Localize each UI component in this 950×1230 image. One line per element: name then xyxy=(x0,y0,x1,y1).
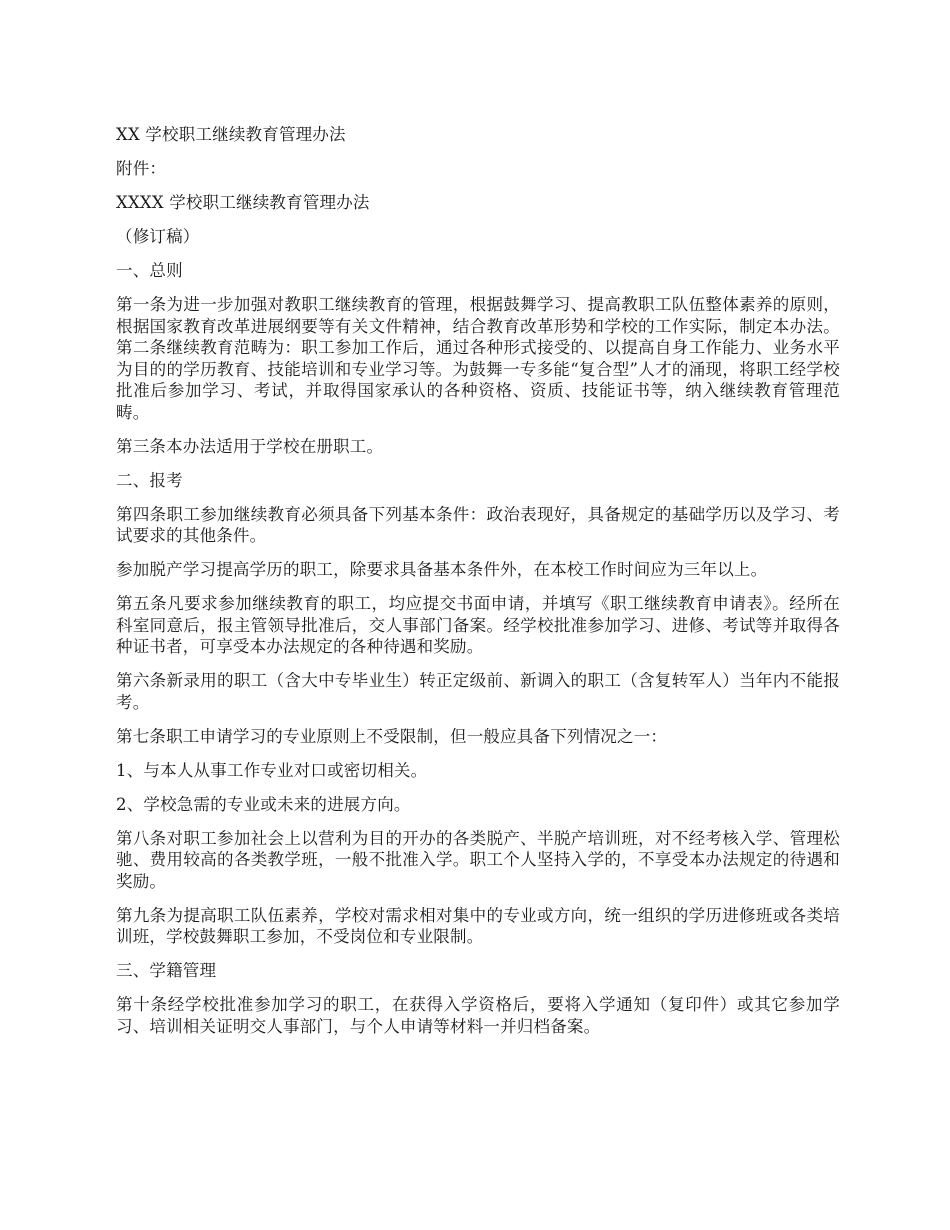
paragraph-article-7: 第七条职工申请学习的专业原则上不受限制，但一般应具备下列情况之一： xyxy=(116,726,668,746)
paragraph-article-6: 第六条新录用的职工（含大中专毕业生）转正定级前、新调入的职工（含复转军人）当年内不能报考。 xyxy=(116,671,840,712)
paragraph-article-10: 第十条经学校批准参加学习的职工，在获得入学资格后，要将入学通知（复印件）或其它参加学习、培训相关证明交人事部门，与个人申请等材料一并归档备案。 xyxy=(116,995,840,1036)
document-title: XX 学校职工继续教育管理办法 xyxy=(116,125,346,144)
document-body xyxy=(116,124,840,1050)
paragraph-article-1-2: 第一条为进一步加强对教职工继续教育的管理，根据鼓舞学习、提高教职工队伍整体素养的原则，根据国家教育改革进展纲要等有关文件精神，结合教育改革形势和学校的工作实际，制定本办法。第二条继续教育范畴为：职工参加工作后，通过各种形式接受的、以提高自身工作能力、业务水平为目的的学历教育、技能培训和专业学习等。为鼓舞一专多能“复合型”人才的涌现，将职工经学校批准后参加学习、考试，并取得国家承认的各种资格、资质、技能证书等，纳入继续教育管理范畴。 xyxy=(116,295,840,422)
document-subtitle: XXXX 学校职工继续教育管理办法 xyxy=(116,193,370,212)
list-item-1: 1、与本人从事工作专业对口或密切相关。 xyxy=(116,760,428,780)
paragraph-article-5: 第五条凡要求参加继续教育的职工，均应提交书面申请，并填写《职工继续教育申请表》。经所在科室同意后，报主管领导批准后，交人事部门备案。经学校批准参加学习、进修、考试等并取得各种证书者，可享受本办法规定的各种待遇和奖励。 xyxy=(116,594,840,656)
paragraph-article-3: 第三条本办法适用于学校在册职工。 xyxy=(116,436,384,456)
paragraph-article-8: 第八条对职工参加社会上以营利为目的开办的各类脱产、半脱产培训班，对不经考核入学、管理松驰、费用较高的各类教学班，一般不批准入学。职工个人坚持入学的，不享受本办法规定的待遇和奖励。 xyxy=(116,828,840,891)
revision-note: （修订稿） xyxy=(116,227,200,246)
paragraph-article-9: 第九条为提高职工队伍素养，学校对需求相对集中的专业或方向，统一组织的学历进修班或各类培训班，学校鼓舞职工参加，不受岗位和专业限制。 xyxy=(116,905,840,946)
paragraph-article-4: 第四条职工参加继续教育必须具备下列基本条件：政治表现好，具备规定的基础学历以及学习、考试要求的其他条件。 xyxy=(116,504,840,545)
list-item-2: 2、学校急需的专业或未来的进展方向。 xyxy=(116,794,411,814)
paragraph-fulltime-study: 参加脱产学习提高学历的职工，除要求具备基本条件外，在本校工作时间应为三年以上。 xyxy=(116,560,768,579)
section-heading-enrollment: 三、学籍管理 xyxy=(116,961,217,980)
section-heading-application: 二、报考 xyxy=(116,470,183,490)
attachment-label: 附件： xyxy=(116,159,167,178)
section-heading-general: 一、总则 xyxy=(116,261,183,280)
